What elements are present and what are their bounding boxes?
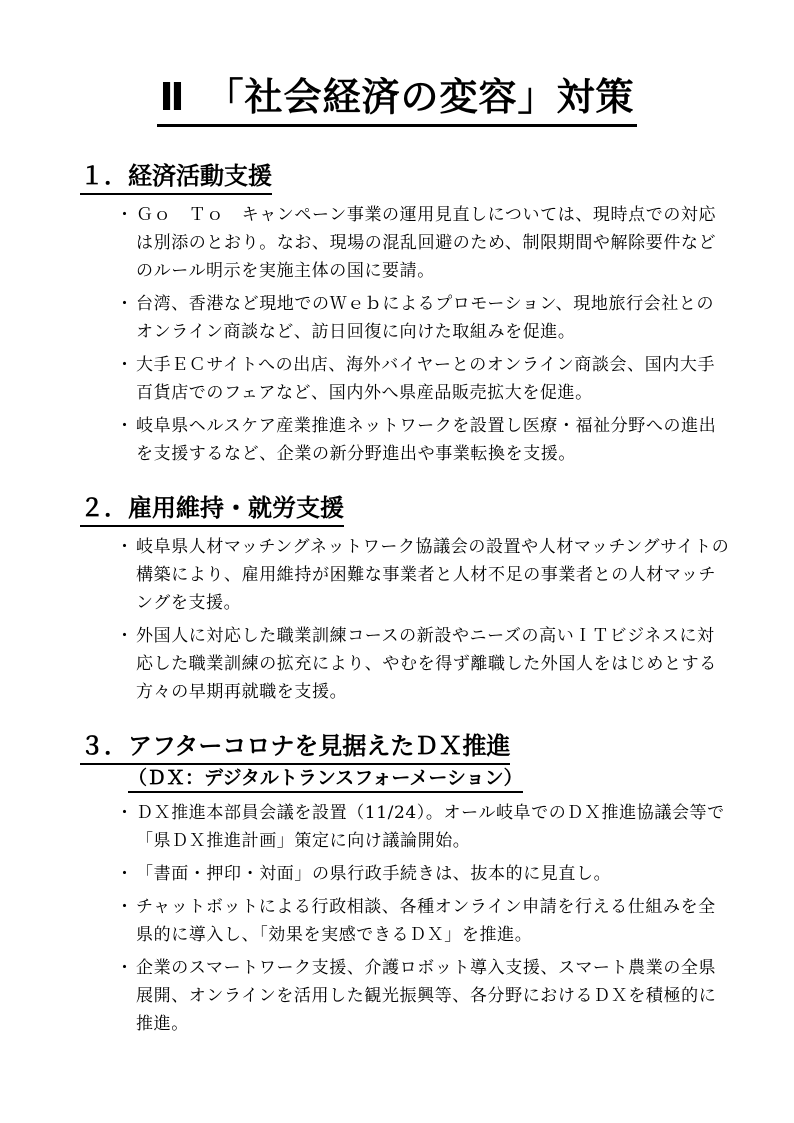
bullet-item: ・ チャットボットによる行政相談、各種オンライン申請を行える仕組みを全県的に導入し、「効果を実感できるＤＸ」を推進。 [80,893,730,949]
section-heading [80,492,730,527]
section-heading [80,730,730,765]
section-subheading-text: （ＤＸ：デジタルトランスフォーメーション） [128,765,523,793]
bullet-list [80,533,730,706]
section-heading-text: １．経済活動支援 [80,160,272,195]
bullet-item: ・ ＤＸ推進本部員会議を設置（11/24）。オール岐阜でのＤＸ推進協議会等で「県ＤＸ推進計画」策定に向け議論開始。 [80,799,730,855]
document-title: Ⅱ 「社会経済の変容」対策 [157,72,636,127]
bullet-item: ・ 台湾、香港など現地でのＷｅｂによるプロモーション、現地旅行会社とのオンライン商談など、訪日回復に向けた取組みを促進。 [80,290,730,346]
section-employment-support [80,492,730,711]
section-dx-promotion [80,730,730,1043]
section-subheading [128,765,730,793]
section-heading [80,160,730,195]
bullet-item: ・ 岐阜県人材マッチングネットワーク協議会の設置や人材マッチングサイトの構築により、雇用維持が困難な事業者と人材不足の事業者との人材マッチングを支援。 [80,533,730,617]
section-heading-text: ２．雇用維持・就労支援 [80,492,344,527]
bullet-item: ・ 「書面・押印・対面」の県行政手続きは、抜本的に見直し。 [80,860,730,888]
section-economic-support [80,160,730,473]
bullet-list [80,201,730,468]
section-heading-text: ３．アフターコロナを見据えたＤＸ推進 [80,730,510,765]
bullet-item: ・ 外国人に対応した職業訓練コースの新設やニーズの高いＩＴビジネスに対応した職業訓練の拡充により、やむを得ず離職した外国人をはじめとする方々の早期再就職を支援。 [80,622,730,706]
bullet-list [80,799,730,1038]
document-title-container [0,72,794,127]
bullet-item: ・ Ｇｏ Ｔｏ キャンペーン事業の運用見直しについては、現時点での対応は別添のとおり。なお、現場の混乱回避のため、制限期間や解除要件などのルール明示を実施主体の国に要請。 [80,201,730,285]
bullet-item: ・ 大手ＥＣサイトへの出店、海外バイヤーとのオンライン商談会、国内大手百貨店でのフェアなど、国内外へ県産品販売拡大を促進。 [80,351,730,407]
bullet-item: ・ 企業のスマートワーク支援、介護ロボット導入支援、スマート農業の全県展開、オンラインを活用した観光振興等、各分野におけるＤＸを積極的に推進。 [80,954,730,1038]
bullet-item: ・ 岐阜県ヘルスケア産業推進ネットワークを設置し医療・福祉分野への進出を支援するなど、企業の新分野進出や事業転換を支援。 [80,412,730,468]
